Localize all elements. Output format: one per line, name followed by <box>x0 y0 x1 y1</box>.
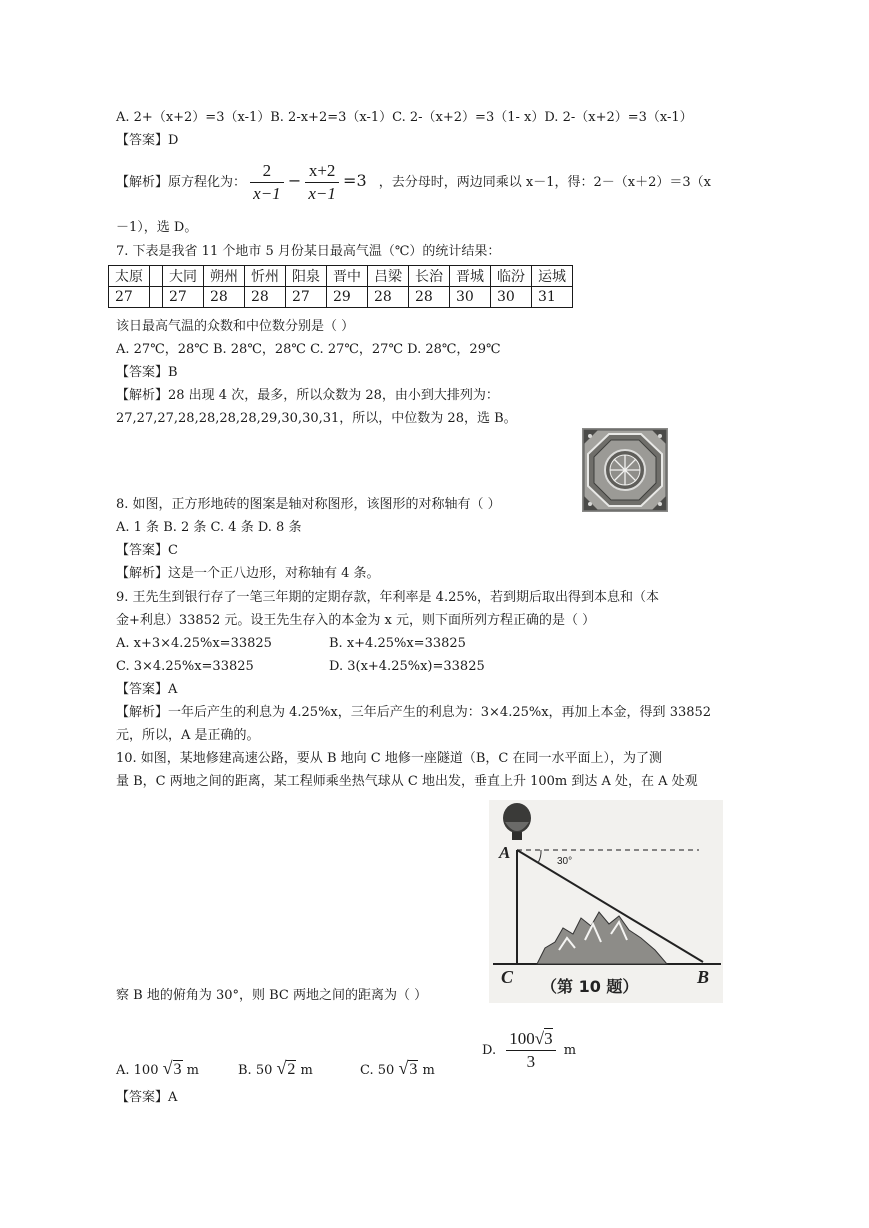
q6-analysis-prefix: 【解析】原方程化为： <box>116 175 247 190</box>
label-angle: 30° <box>557 856 573 867</box>
q7-question: 该日最高气温的众数和中位数分别是（ ） <box>116 319 355 334</box>
q7-analysis-1: 【解析】28 出现 4 次，最多，所以众数为 28，由小到大排列为： <box>116 388 499 403</box>
q10-option-a: A. 100 √3 m <box>116 1058 199 1078</box>
floor-tile-figure <box>582 428 668 512</box>
q9-analysis-2: 元，所以，A 是正确的。 <box>116 728 260 743</box>
q8-analysis: 【解析】这是一个正八边形，对称轴有 4 条。 <box>116 566 380 581</box>
q9-option-d: D. 3(x+4.25%x)=33825 <box>329 659 485 674</box>
label-b: B <box>697 967 710 987</box>
balloon-figure <box>489 800 723 1003</box>
q10-answer: 【答案】A <box>116 1090 178 1105</box>
q6-analysis: 【解析】原方程化为： $\frac{2}{x-1}$ − $\frac{x+2}{x-1}$ =3 ，去分母时，两边同乘以 x－1，得：2－（x＋2）＝3（x <box>116 161 711 203</box>
q7-stem: 7. 下表是我省 11 个地市 5 月份某日最高气温（℃）的统计结果： <box>116 244 501 259</box>
q7-analysis-2: 27,27,27,28,28,28,28,29,30,30,31，所以，中位数为 28，选 B。 <box>116 411 517 426</box>
q9-option-b: B. x+4.25%x=33825 <box>329 636 466 651</box>
q10-option-b: B. 50 √2 m <box>238 1058 313 1078</box>
table-row-temps: 27 27 28 28 27 29 28 28 30 30 31 <box>109 287 573 308</box>
fraction-1: $\frac{2}{x-1}$ <box>250 160 284 205</box>
temperature-table <box>108 265 573 308</box>
q9-option-a: A. x+3×4.25%x=33825 <box>116 636 272 651</box>
table-row-cities: 太原 大同 朔州 忻州 阳泉 晋中 吕梁 长治 晋城 临汾 运城 <box>109 266 573 287</box>
q9-option-c: C. 3×4.25%x=33825 <box>116 659 254 674</box>
q9-analysis-1: 【解析】一年后产生的利息为 4.25%x，三年后产生的利息为：3×4.25%x，再加上本金，得到 33852 <box>116 705 712 720</box>
q6-options: A. 2+（x+2）=3（x-1）B. 2-x+2=3（x-1）C. 2-（x+2）=3（1- x）D. 2-（x+2）=3（x-1） <box>116 110 693 125</box>
q7-options: A. 27℃，28℃ B. 28℃，28℃ C. 27℃，27℃ D. 28℃，29℃ <box>116 342 501 357</box>
q9-stem-2: 金+利息）33852 元。设王先生存入的本金为 x 元，则下面所列方程正确的是（ ） <box>116 613 596 628</box>
q6-analysis-mid: ，去分母时，两边同乘以 x－1，得：2－（x＋2）＝3（x <box>378 175 711 190</box>
q8-stem: 8. 如图，正方形地砖的图案是轴对称图形，该图形的对称轴有（ ） <box>116 497 501 512</box>
q8-options: A. 1 条 B. 2 条 C. 4 条 D. 8 条 <box>116 520 302 535</box>
q10-stem-1: 10. 如图，某地修建高速公路，要从 B 地向 C 地修一座隧道（B，C 在同一水平面上），为了测 <box>116 751 662 766</box>
option-d-fraction: $\frac{100√3}{3}$ <box>506 1028 555 1073</box>
q10-option-c: C. 50 √3 m <box>360 1058 435 1078</box>
q9-stem-1: 9. 王先生到银行存了一笔三年期的定期存款，年利率是 4.25%，若到期后取出得到本息和（本 <box>116 590 659 605</box>
label-c: C <box>501 967 514 987</box>
figure-caption: （第 10 题） <box>541 977 639 996</box>
q6-answer: 【答案】D <box>116 133 179 148</box>
q6-analysis-end: －1），选 D。 <box>116 220 198 235</box>
q9-answer: 【答案】A <box>116 682 178 697</box>
q8-answer: 【答案】C <box>116 543 178 558</box>
q10-stem-3: 察 B 地的俯角为 30°，则 BC 两地之间的距离为（ ） <box>116 988 428 1003</box>
q7-answer: 【答案】B <box>116 365 178 380</box>
fraction-2: $\frac{x+2}{x-1}$ <box>305 160 339 205</box>
q10-stem-2: 量 B，C 两地之间的距离，某工程师乘坐热气球从 C 地出发，垂直上升 100m 到达 A 处，在 A 处观 <box>116 774 698 789</box>
label-a: A <box>499 843 511 862</box>
q10-option-d: D. $\frac{100√3}{3}$ m <box>482 1029 577 1071</box>
